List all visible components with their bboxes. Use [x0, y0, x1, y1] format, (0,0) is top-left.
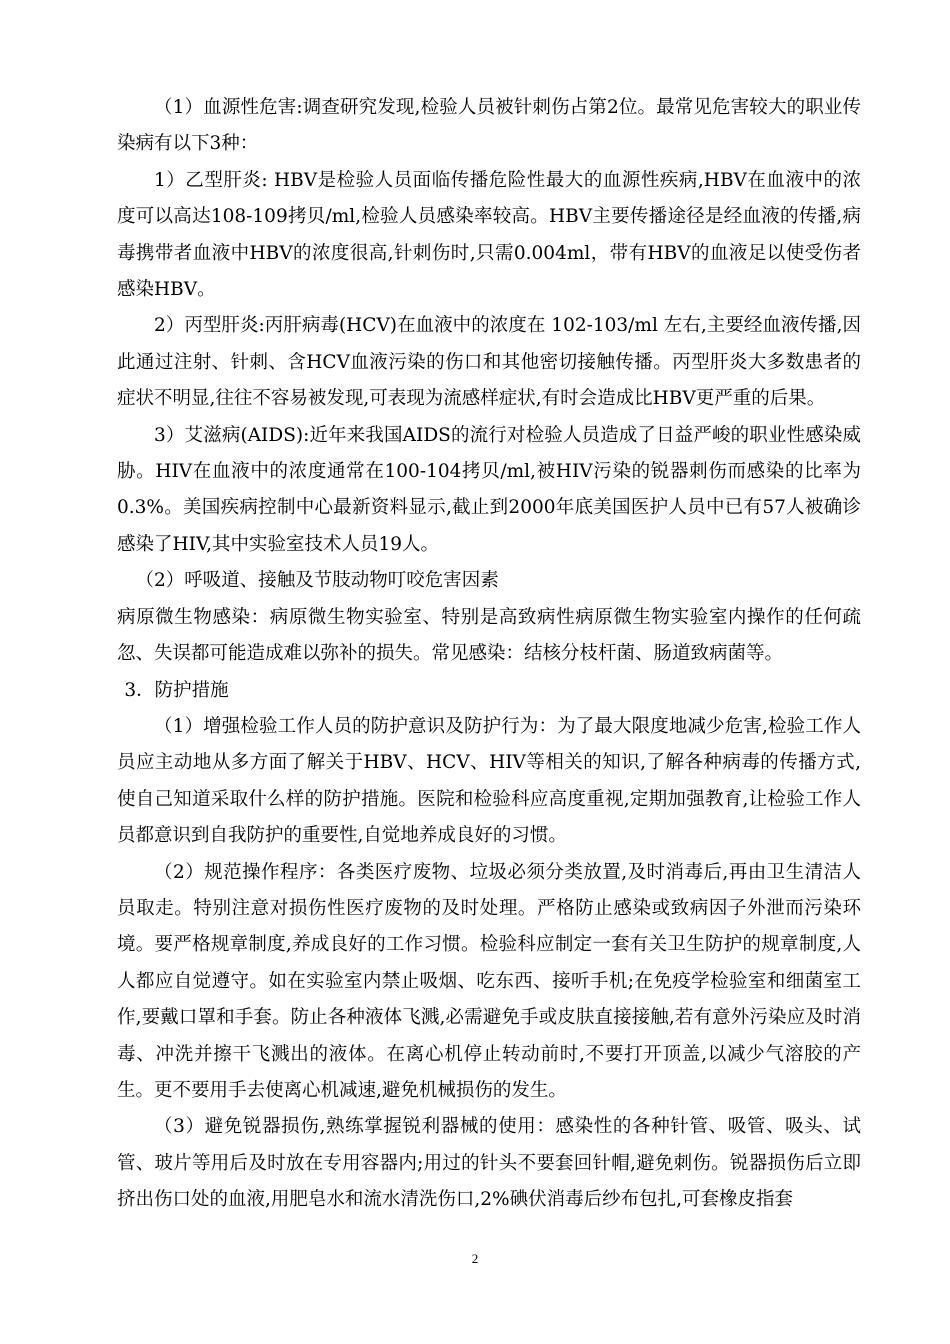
paragraph-blood-hazard: （1）血源性危害:调查研究发现,检验人员被针刺伤占第2位。最常见危害较大的职业传染病有以下3种：: [117, 97, 861, 155]
paragraph-sharps: （3）避免锐器损伤,熟练掌握锐利器械的使用：感染性的各种针管、吸管、吸头、试管、玻片等用后及时放在专用容器内;用过的针头不要套回针帽,避免刺伤。锐器损伤后立即挤出伤口处的血液,用肥皂水和流水清洗伤口,2%碘伏消毒后纱布包扎,可套橡皮指套: [117, 1116, 861, 1211]
paragraph-awareness: （1）增强检验工作人员的防护意识及防护行为：为了最大限度地减少危害,检验工作人员应主动地从多方面了解关于HBV、HCV、HIV等相关的知识,了解各种病毒的传播方式,使自己知道采取什么样的防护措施。医院和检验科应高度重视,定期加强教育,让检验工作人员都意识到自我防护的重要性,自觉地养成良好的习惯。: [117, 715, 861, 847]
paragraph-hepatitis-b: 1）乙型肝炎: HBV是检验人员面临传播危险性最大的血源性疾病,HBV在血液中的浓度可以高达108-109拷贝/ml,检验人员感染率较高。HBV主要传播途径是经血液的传播,病毒携带者血液中HBV的浓度很高,针刺伤时,只需0.004ml，带有HBV的血液足以使受伤者感染HBV。: [117, 169, 861, 301]
paragraph-aids: 3）艾滋病(AIDS):近年来我国AIDS的流行对检验人员造成了日益严峻的职业性感染威胁。HIV在血液中的浓度通常在100-104拷贝/ml,被HIV污染的锐器刺伤而感染的比率为0.3%。美国疾病控制中心最新资料显示,截止到2000年底美国医护人员中已有57人被确诊感染了HIV,其中实验室技术人员19人。: [117, 424, 861, 555]
paragraph-hepatitis-c: 2）丙型肝炎:丙肝病毒(HCV)在血液中的浓度在 102-103/ml 左右,主要经血液传播,因此通过注射、针刺、含HCV血液污染的伤口和其他密切接触传播。丙型肝炎大多数患者的症状不明显,往往不容易被发现,可表现为流感样症状,有时会造成比HBV更严重的后果。: [117, 315, 861, 410]
document-body: [117, 90, 861, 1219]
paragraph-respiratory-hazard: （2）呼吸道、接触及节肢动物叮咬危害因素: [135, 570, 499, 592]
section-heading-protection: 3．防护措施: [124, 679, 229, 701]
page-number: 2: [471, 1251, 479, 1266]
paragraph-procedures: （2）规范操作程序：各类医疗废物、垃圾必须分类放置,及时消毒后,再由卫生清洁人员取走。特别注意对损伤性医疗废物的及时处理。严格防止感染或致病因子外泄而污染环境。要严格规章制度,养成良好的工作习惯。检验科应制定一套有关卫生防护的规章制度,人人都应自觉遵守。如在实验室内禁止吸烟、吃东西、接听手机;在免疫学检验室和细菌室工作,要戴口罩和手套。防止各种液体飞溅,必需避免手或皮肤直接接触,若有意外污染应及时消毒、冲洗并擦干飞溅出的液体。在离心机停止转动前时,不要打开顶盖,以减少气溶胶的产生。更不要用手去使离心机减速,避免机械损伤的发生。: [117, 861, 861, 1101]
paragraph-microbial-infection: 病原微生物感染：病原微生物实验室、特别是高致病性病原微生物实验室内操作的任何疏忽、失误都可能造成难以弥补的损失。常见感染：结核分枝杆菌、肠道致病菌等。: [117, 606, 861, 665]
